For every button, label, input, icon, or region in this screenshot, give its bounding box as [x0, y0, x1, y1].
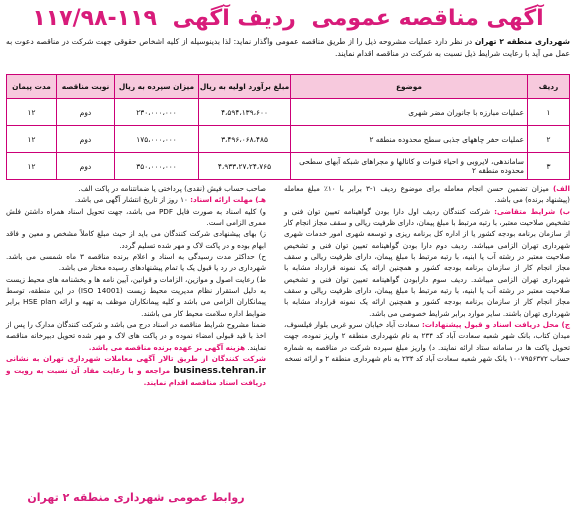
cell-deposit: ۱۷۵،۰۰۰،۰۰۰ [115, 126, 199, 153]
cell-deposit: ۳۵۰،۰۰۰،۰۰۰ [115, 153, 199, 180]
condition-c-label: ج) محل دریافت اسناد و قبول پیشنهادات: [421, 320, 571, 330]
header-subject: موضوع [291, 75, 528, 99]
condition-a-text: میزان تضمین حسن انجام معامله برای موضوع ردیف ۱-۳ برابر با ۱۰٪ مبلغ معامله (پیشنهاد برنده) می باشد. [284, 184, 570, 205]
condition-h [6, 194, 266, 205]
condition-c [284, 319, 570, 364]
table-header-row [7, 75, 570, 99]
cell-row-number: ۳ [528, 153, 570, 180]
conditions-right-column [284, 183, 570, 365]
table-row [7, 153, 570, 180]
cell-estimate: ۴،۵۹۴،۱۳۹،۶۰۰ [199, 99, 291, 126]
condition-h-text: ۱۰ روز از تاریخ انتشار آگهی می باشد. [74, 195, 191, 205]
notice-row-numbers: ۱۱۹-۱۱۷/۹۸ [32, 6, 157, 31]
notice-title-main: آگهی مناقصه عمومی [311, 6, 544, 31]
cell-estimate: ۴،۹۳۳،۲۷،۲۴،۷۶۵ [199, 153, 291, 180]
cell-row-number: ۱ [528, 99, 570, 126]
header-duration: مدت پیمان [7, 75, 57, 99]
ad-fee-note: هزینه آگهی بر عهده برنده مناقصه می باشد. [88, 342, 246, 352]
intro-paragraph [6, 36, 570, 72]
cell-deposit: ۲۳۰،۰۰۰،۰۰۰ [115, 99, 199, 126]
intro-lead: شهرداری منطقه ۲ تهران [474, 37, 570, 46]
header-row-number: ردیف [528, 75, 570, 99]
condition-b-text: شرکت کنندگان ردیف اول دارا بودن گواهینامه تعیین توان فنی و تشخیص صلاحیت معتبر، با رتبه مرتبط با مبلغ پیمان، دارای ظرفیت ریالی و سقف مجاز انجام کار از سازمان برنامه بودجه کشور یا از اداره کل برنامه ریزی و توسعه شهری امور خدمات شهری شهرداری تهران الزامی میباشد. ردیف دوم دارا بودن گواهینامه تعیین توان فنی و تشخیص صلاحیت معتبر در رشته آب یا ابنیه، با رتبه مرتبط با مبلغ پیمان، دارای ظرفیت ریالی و سقف مجاز انجام کار از سازمان برنامه بودجه کشور و همچنین ارائه یک نمونه قرارداد مشابه با شهرداری تهران الزامی میباشد. ردیف سوم دارابودن گواهینامه تعیین توان فنی و تشخیص صلاحیت معتبر در رشته آب یا ابنیه، با رتبه مرتبط با مبلغ پیمان، دارای ظرفیت ریالی و سقف مجاز انجام کار از سازمان برنامه بودجه کشور و همچنین ارائه یک نمونه قرارداد مشابه با شهرداری تهران باشند. سایر موارد برابر شرایط خصوصی می باشد. [284, 206, 570, 318]
header-round: نوبت مناقصه [57, 75, 115, 99]
condition-t: ط) رعایت اصول و موازین، الزامات و قوانین، آیین نامه ها و بخشنامه های محیط زیست به دلیل استقرار نظام مدیریت محیط زیست (ISO 14001) در این منطقه، توسط پیمانکاران الزامی می باشد و کلیه پیمانکاران موظف به تهیه و ارائه HSE plan برابر ضوابط اداره سلامت محیط کار می باشند. [6, 274, 267, 318]
condition-a-cont: صاحب حساب فیش (نقدی) پرداختی یا ضمانتنامه در پاکت الف. [78, 184, 266, 193]
website-note-lead: شرکت کنندگان از طریق تالار آگهی معاملات شهرداری تهران به نشانی [6, 354, 266, 364]
table-row [7, 99, 570, 126]
cell-round: دوم [57, 99, 115, 126]
cell-duration: ۱۲ [7, 126, 57, 153]
notice-row-label: ردیف آگهی [172, 6, 296, 31]
cell-round: دوم [57, 126, 115, 153]
conditions-section [6, 183, 570, 511]
cell-subject: ساماندهی، لایروبی و احیاء قنوات و کانالها و مجراهای شبکه آبهای سطحی محدوده منطقه ۲ [291, 153, 528, 180]
condition-a [284, 183, 570, 206]
condition-z: ز) بهای پیشنهادی شرکت کنندگان می باید از حیث مبلغ کاملاً مشخص و معین و فاقد ابهام بوده و در پاکت لاک و مهر شده تسلیم گردد. [6, 229, 266, 250]
notice-title [6, 4, 570, 36]
tender-table [6, 74, 570, 180]
footer-signature: روابط عمومی شهرداری منطقه ۲ تهران [27, 491, 245, 504]
condition-note [6, 319, 266, 353]
cell-duration: ۱۲ [7, 153, 57, 180]
condition-h2: ح) حداکثر مدت رسیدگی به اسناد و اعلام برنده مناقصه ۳ ماه شمسی می باشد. شهرداری در رد یا قبول یک یا تمام پیشنهادهای رسیده مختار می باشد. [6, 252, 266, 273]
cell-row-number: ۲ [528, 126, 570, 153]
condition-v: و) کلیه اسناد به صورت فایل PDF می باشد، جهت تحویل اسناد همراه داشتن فلش ممری الزامی است. [6, 206, 266, 228]
condition-h-label: هـ) مهلت ارائه اسناد: [190, 195, 266, 205]
condition-b-label: ب) شرایط متقاضی: [494, 206, 570, 216]
condition-b [284, 206, 570, 319]
cell-duration: ۱۲ [7, 99, 57, 126]
cell-estimate: ۳،۴۹۶،۰۶۸،۴۸۵ [199, 126, 291, 153]
conditions-left-column [6, 183, 266, 388]
intro-text: در نظر دارد عملیات مشروحه ذیل را از طریق مناقصه عمومی واگذار نماید: لذا بدینوسیله از کلیه اشخاص حقوقی جهت شرکت در مناقصه دعوت به عمل می آید با رعایت شرایط ذیل نسبت به شرکت در مناقصه اقدام نمایند. [6, 37, 570, 58]
cell-subject: عملیات مبارزه با جانوران مضر شهری [291, 99, 528, 126]
website-note [6, 353, 266, 388]
cell-round: دوم [57, 153, 115, 180]
website-note-tail: مراجعه و با رعایت مفاد آن نسبت به رویت و دریافت اسناد مناقصه اقدام نمایند. [6, 365, 266, 387]
cell-subject: عملیات حفر چاههای جذبی سطح محدوده منطقه ۲ [291, 126, 528, 153]
website-link[interactable]: business.tehran.ir [173, 365, 266, 376]
header-estimate: مبلغ برآورد اولیه به ریال [199, 75, 291, 99]
condition-note-text: ضمنا مشروح شرایط مناقصه در اسناد درج می باشد و شرکت کنندگان مدارک را پس از اخذ با قید قبولی امضاء نموده و در پاکت های لاک و مهر شده تحویل دبیرخانه مناقصه نمایند. [6, 320, 266, 352]
header-deposit: میزان سپرده به ریال [115, 75, 199, 99]
condition-a-label: الف) [552, 184, 570, 193]
condition-c-text: سعادت آباد خیابان سرو غربی بلوار فیلسوف، میدان کتاب، بانک شهر شعبه سعادت آباد کد ۲۳۴ به نام شهرداری منطقه ۲ واریز نموده، جهت تحویل پاکت ها در سامانه ستاد ارائه نمایند. د) واریز مبلغ سپرده شرکت در مناقصه به شماره حساب ۱۰۰۷۹۵۶۳۷۲ بانک شهر شعبه سعادت آباد کد ۲۳۴ به نام شهرداری منطقه ۲ و ارائه نسخه [284, 320, 570, 364]
table-row [7, 126, 570, 153]
